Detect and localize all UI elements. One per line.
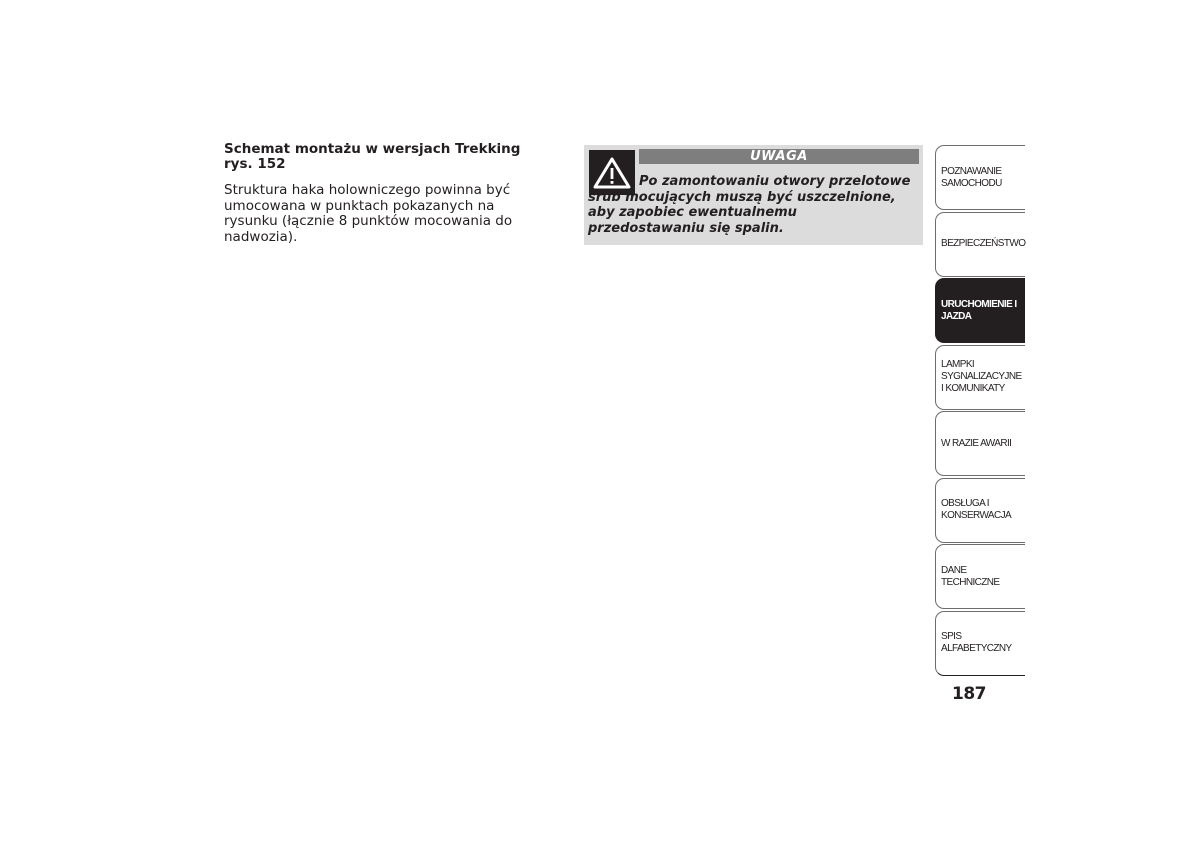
tab-label: BEZPIECZEŃSTWO (941, 238, 1026, 249)
tab-label: POZNAWANIE SAMOCHODU (941, 165, 1002, 189)
section-heading (224, 142, 544, 172)
tab-spis-alfabetyczny[interactable] (935, 611, 1025, 676)
tab-obsluga-i-konserwacja[interactable] (935, 478, 1025, 543)
section-heading-line1: Schemat montażu w wersjach Trekking (224, 141, 521, 157)
tab-w-razie-awarii[interactable] (935, 411, 1025, 476)
tab-label: W RAZIE AWARII (941, 437, 1012, 449)
tab-lampki-sygnalizacyjne[interactable] (935, 345, 1025, 410)
tab-label: DANE TECHNICZNE (941, 564, 1000, 588)
tab-bezpieczenstwo[interactable] (935, 212, 1025, 277)
tab-label: SPIS ALFABETYCZNY (941, 631, 1012, 654)
page-number: 187 (952, 684, 986, 704)
tab-uruchomienie-i-jazda[interactable] (935, 278, 1025, 343)
section-heading-line2: rys. 152 (224, 156, 286, 172)
tab-label: OBSŁUGA I KONSERWACJA (941, 498, 1012, 521)
section-body: Struktura haka holowniczego powinna być umocowana w punktach pokazanych na rysunku (łącznie 8 punktów mocowania do nadwozia). (224, 182, 513, 245)
tab-label: LAMPKI SYGNALIZACYJNE I KOMUNIKATY (941, 359, 1022, 394)
warning-title: UWAGA (639, 149, 919, 164)
warning-text: Po zamontowaniu otwory przelotowe śrub mocujących muszą być uszczelnione, aby zapobiec ewentualnemu przedostawaniu się spalin. (588, 174, 911, 236)
warning-box (584, 145, 923, 245)
tab-poznawanie-samochodu[interactable] (935, 145, 1025, 210)
chapter-tabs (935, 145, 1025, 677)
section (224, 142, 544, 245)
tab-dane-techniczne[interactable] (935, 544, 1025, 609)
tab-label: URUCHOMIENIE I JAZDA (941, 298, 1017, 322)
